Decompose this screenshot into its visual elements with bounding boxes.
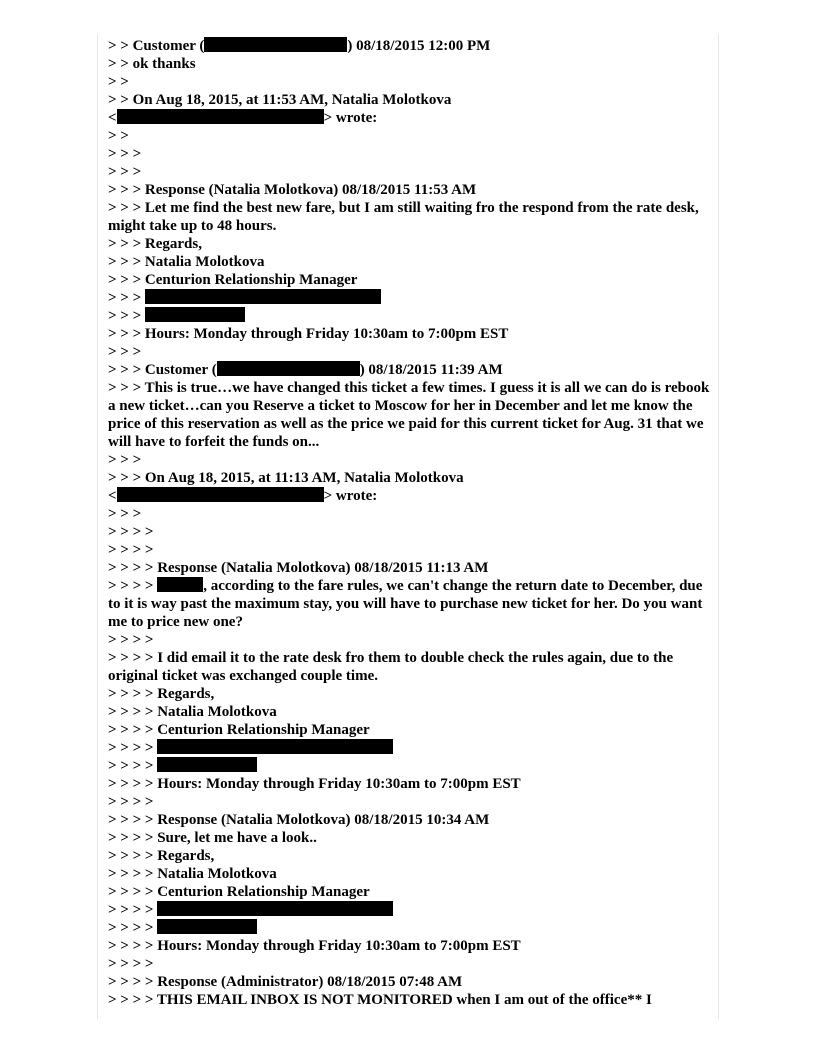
document-line: < > wrote: [108,488,378,504]
redaction-box [157,577,203,592]
document-line: > > > [108,506,142,522]
redaction-box [204,37,347,52]
redaction-box [157,919,257,934]
document-line: > > > This is true…we have changed this ticket a few times. I guess it is all we can do is rebook a new ticket…can you Reserve a ticket to Moscow for her in December and let me know the price of this reservation as well as the price we paid for this current ticket for Aug. 31 that we will have to forfeit the funds on... [108,380,714,450]
document-line: > > > Natalia Molotkova [108,254,265,270]
document-line: > > > Customer ( ) 08/18/2015 11:39 AM [108,362,503,378]
document-line: > > > > [108,632,154,648]
redaction-box [117,109,324,124]
document-line: > > > > Response (Administrator) 08/18/2015 07:48 AM [108,974,463,990]
document-line: > > > > [108,901,712,919]
redaction-box [145,307,245,322]
document-line: > > > > THIS EMAIL INBOX IS NOT MONITORED when I am out of the office** I [108,992,652,1008]
document-line: > > > > Natalia Molotkova [108,704,277,720]
document-line: > > > [108,452,142,468]
document-line: > > > [108,307,712,325]
redaction-box [145,289,381,304]
document-line: > > On Aug 18, 2015, at 11:53 AM, Natalia Molotkova [108,92,452,108]
document-line: > > > > [108,757,712,775]
document-line: > > > > Hours: Monday through Friday 10:30am to 7:00pm EST [108,938,521,954]
document-line: > > > > [108,739,712,757]
document-line: > > > > [108,524,154,540]
document-line: > > > [108,164,142,180]
document-line: > > > > Centurion Relationship Manager [108,722,370,738]
document-line: > > > > [108,542,154,558]
page-border-left [97,34,98,1019]
document-line: > > > > Response (Natalia Molotkova) 08/18/2015 10:34 AM [108,812,490,828]
document-line: > > > > [108,794,154,810]
document-line: > > > > [108,919,712,937]
document-line: > > [108,128,129,144]
document-line: > > > Regards, [108,236,202,252]
document-line: > > [108,74,129,90]
document-line: > > > > , according to the fare rules, we can't change the return date to December, due to it is way past the maximum stay, you will have to purchase new ticket for her. Do you want me to price new one? [108,578,707,630]
redaction-box [157,901,393,916]
document-line: > > > > Regards, [108,848,215,864]
document-line: > > > > Centurion Relationship Manager [108,884,370,900]
email-thread-body [108,37,712,1009]
redaction-box [217,361,360,376]
document-line: > > > Let me find the best new fare, but I am still waiting fro the respond from the rate desk, might take up to 48 hours. [108,200,703,234]
page-border-right [718,34,719,1019]
document-line: > > > Centurion Relationship Manager [108,272,358,288]
document-line: > > Customer ( ) 08/18/2015 12:00 PM [108,38,491,54]
redaction-box [157,757,257,772]
document-line: > > > > Regards, [108,686,215,702]
document-line: < > wrote: [108,110,378,126]
document-line: > > > > I did email it to the rate desk fro them to double check the rules again, due to the original ticket was exchanged couple time. [108,650,677,684]
document-line: > > > [108,146,142,162]
redaction-box [157,739,393,754]
redaction-box [117,487,324,502]
document-line: > > > Hours: Monday through Friday 10:30am to 7:00pm EST [108,326,509,342]
document-line: > > > Response (Natalia Molotkova) 08/18/2015 11:53 AM [108,182,477,198]
document-line: > > > > [108,956,154,972]
document-line: > > > > Hours: Monday through Friday 10:30am to 7:00pm EST [108,776,521,792]
document-line: > > ok thanks [108,56,196,72]
document-line: > > > On Aug 18, 2015, at 11:13 AM, Natalia Molotkova [108,470,464,486]
document-line: > > > > Sure, let me have a look.. [108,830,317,846]
document-line: > > > [108,344,142,360]
document-line: > > > > Response (Natalia Molotkova) 08/18/2015 11:13 AM [108,560,489,576]
document-line: > > > > Natalia Molotkova [108,866,277,882]
document-line: > > > [108,289,712,307]
